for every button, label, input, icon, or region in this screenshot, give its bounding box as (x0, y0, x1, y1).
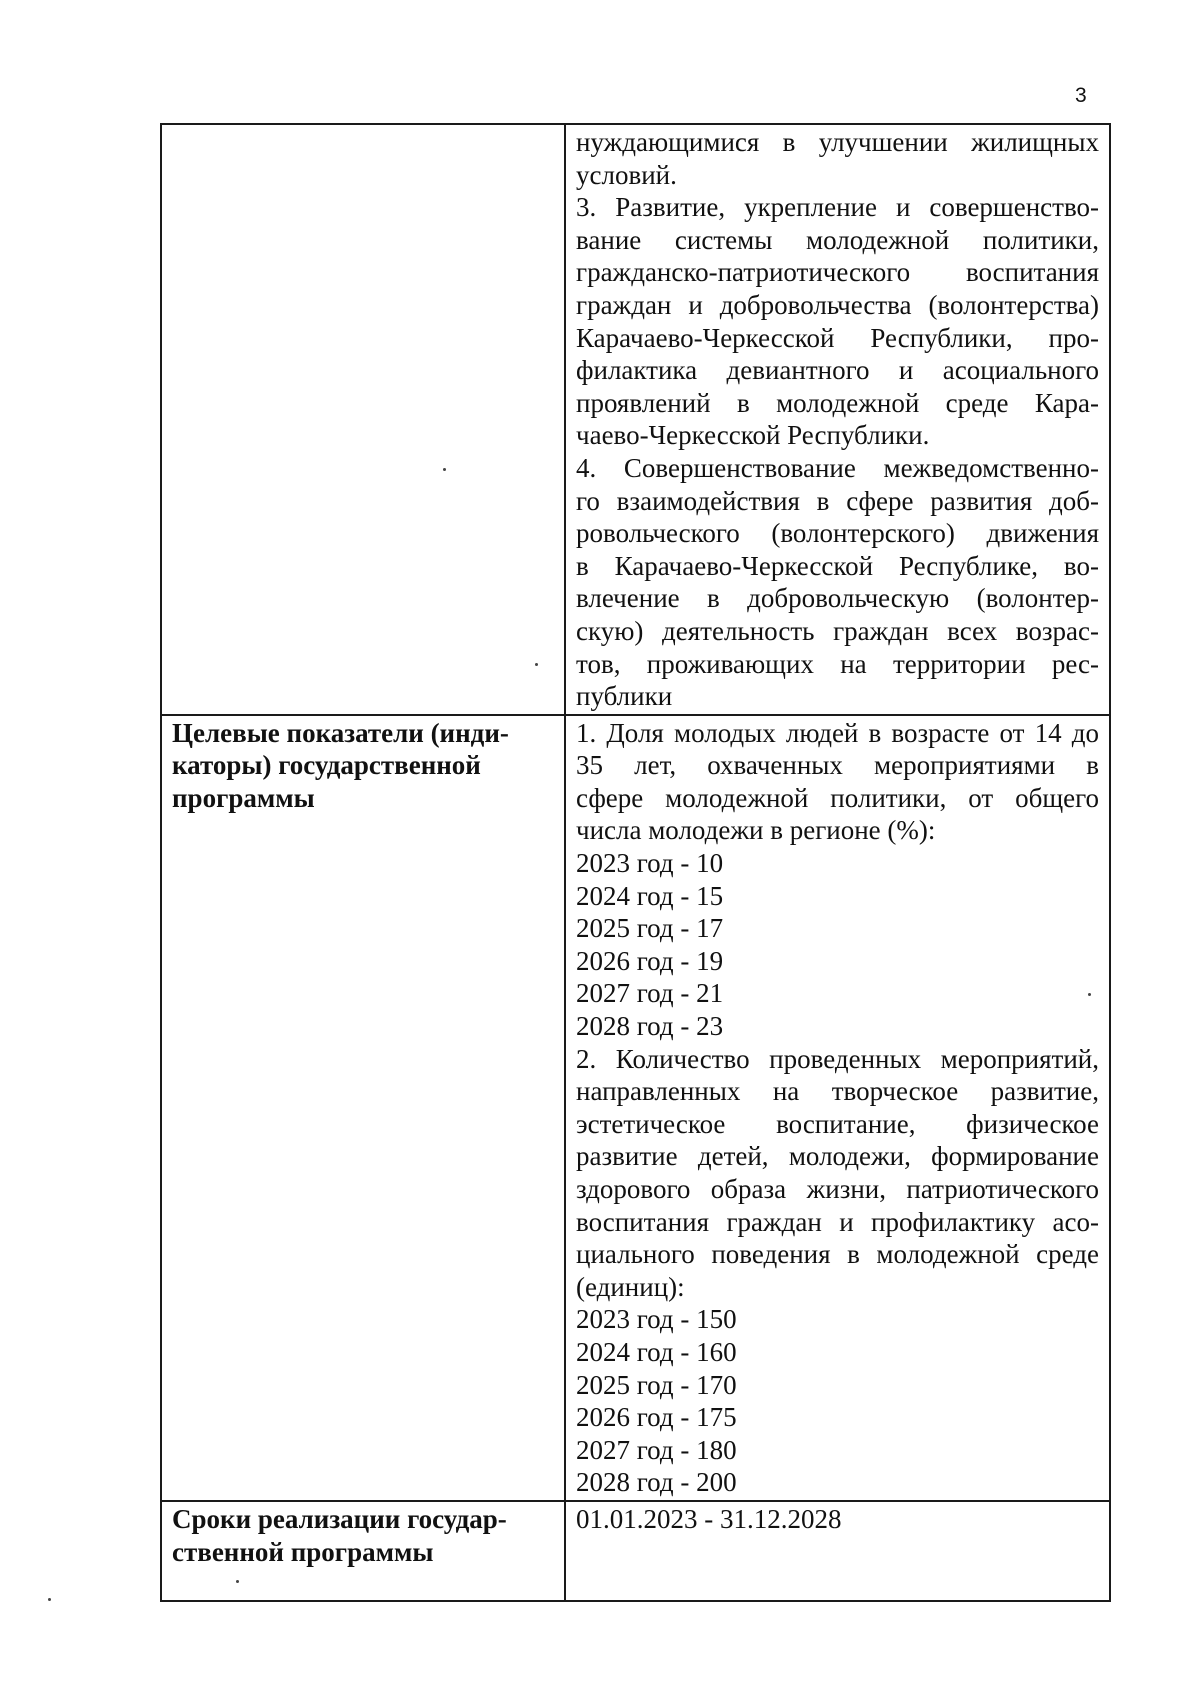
text-line: Карачаево-Черкесской Республики, про- (576, 322, 1099, 353)
text-line: гражданско-патриотического воспитания (576, 257, 1099, 288)
text-line: вание системы молодежной политики, (576, 224, 1099, 255)
row-label-implementation-period (161, 1501, 565, 1601)
text-line: числа молодежи в регионе (%): (576, 815, 936, 846)
row-content-target-indicators (565, 715, 1110, 1501)
text-line: филактика девиантного и асоциального (576, 355, 1099, 386)
text-line: условий. (576, 159, 677, 190)
text-line: сфере молодежной политики, от общего (576, 782, 1099, 813)
scan-speck (236, 1580, 239, 1583)
row-label-target-indicators (161, 715, 565, 1501)
row-content-objectives (565, 124, 1110, 715)
table-row-implementation-period (161, 1501, 1110, 1601)
text-line: 2027 год - 180 (576, 1434, 737, 1465)
scan-speck (443, 468, 446, 471)
text-line: 2025 год - 170 (576, 1369, 737, 1400)
text-line: чаево-Черкесской Республики. (576, 420, 930, 451)
label-line: ственной программы (172, 1536, 434, 1567)
scan-speck (1088, 993, 1091, 996)
text-line: 2024 год - 15 (576, 880, 724, 911)
objectives-text (576, 126, 1099, 713)
text-line: публики (576, 681, 673, 712)
label-line: каторы) государственной (172, 750, 481, 781)
text-line: нуждающимися в улучшении жилищных (576, 127, 1099, 157)
text-line: граждан и добровольчества (волонтерства) (576, 289, 1099, 320)
text-line: 2028 год - 200 (576, 1467, 737, 1498)
text-line: циального поведения в молодежной среде (576, 1239, 1099, 1270)
table-row-target-indicators (161, 715, 1110, 1501)
text-line: здорового образа жизни, патриотического (576, 1174, 1099, 1204)
text-line: (единиц): (576, 1271, 685, 1302)
scan-speck (48, 1598, 51, 1601)
target-indicators-text (576, 717, 1099, 1499)
program-passport-table (160, 123, 1111, 1602)
scan-speck (535, 663, 538, 666)
page-number: 3 (1075, 84, 1087, 107)
text-line: 4. Совершенствование межведомственно- (576, 452, 1099, 483)
table-row-objectives-continued (161, 124, 1110, 715)
text-line: скую) деятельность граждан всех возрас- (576, 615, 1099, 646)
text-line: 2024 год - 160 (576, 1336, 737, 1367)
text-line: эстетическое воспитание, физическое (576, 1108, 1099, 1139)
text-line: проявлений в молодежной среде Кара- (576, 387, 1099, 418)
label-line: Сроки реализации государ- (172, 1503, 507, 1534)
text-line: 2023 год - 10 (576, 848, 724, 879)
text-line: 2026 год - 19 (576, 945, 724, 976)
text-line: воспитания граждан и профилактику асо- (576, 1206, 1099, 1237)
target-indicators-label (172, 717, 554, 815)
label-line: Целевые показатели (инди- (172, 717, 509, 748)
text-line: ровольческого (волонтерского) движения (576, 518, 1099, 549)
implementation-period-value: 01.01.2023 - 31.12.2028 (576, 1503, 842, 1534)
text-line: направленных на творческое развитие, (576, 1076, 1099, 1107)
text-line: 2027 год - 21 (576, 978, 724, 1009)
text-line: 2026 год - 175 (576, 1402, 737, 1433)
implementation-period-label (172, 1503, 554, 1568)
text-line: 2025 год - 17 (576, 913, 724, 944)
text-line: в Карачаево-Черкесской Республике, во- (576, 550, 1099, 581)
text-line: 2028 год - 23 (576, 1011, 724, 1042)
text-line: 3. Развитие, укрепление и совершенство- (576, 192, 1099, 223)
text-line: развитие детей, молодежи, формирование (576, 1141, 1099, 1172)
text-line: влечение в добровольческую (волонтер- (576, 583, 1099, 614)
text-line: 1. Доля молодых людей в возрасте от 14 до (576, 717, 1099, 748)
text-line: го взаимодействия в сфере развития доб- (576, 485, 1099, 516)
text-line: тов, проживающих на территории рес- (576, 648, 1099, 679)
text-line: 35 лет, охваченных мероприятиями в (576, 750, 1099, 781)
row-label-empty (161, 124, 565, 715)
row-content-implementation-period (565, 1501, 1110, 1601)
text-line: 2. Количество проведенных мероприятий, (576, 1043, 1099, 1074)
text-line: 2023 год - 150 (576, 1304, 737, 1335)
label-line: программы (172, 782, 315, 813)
